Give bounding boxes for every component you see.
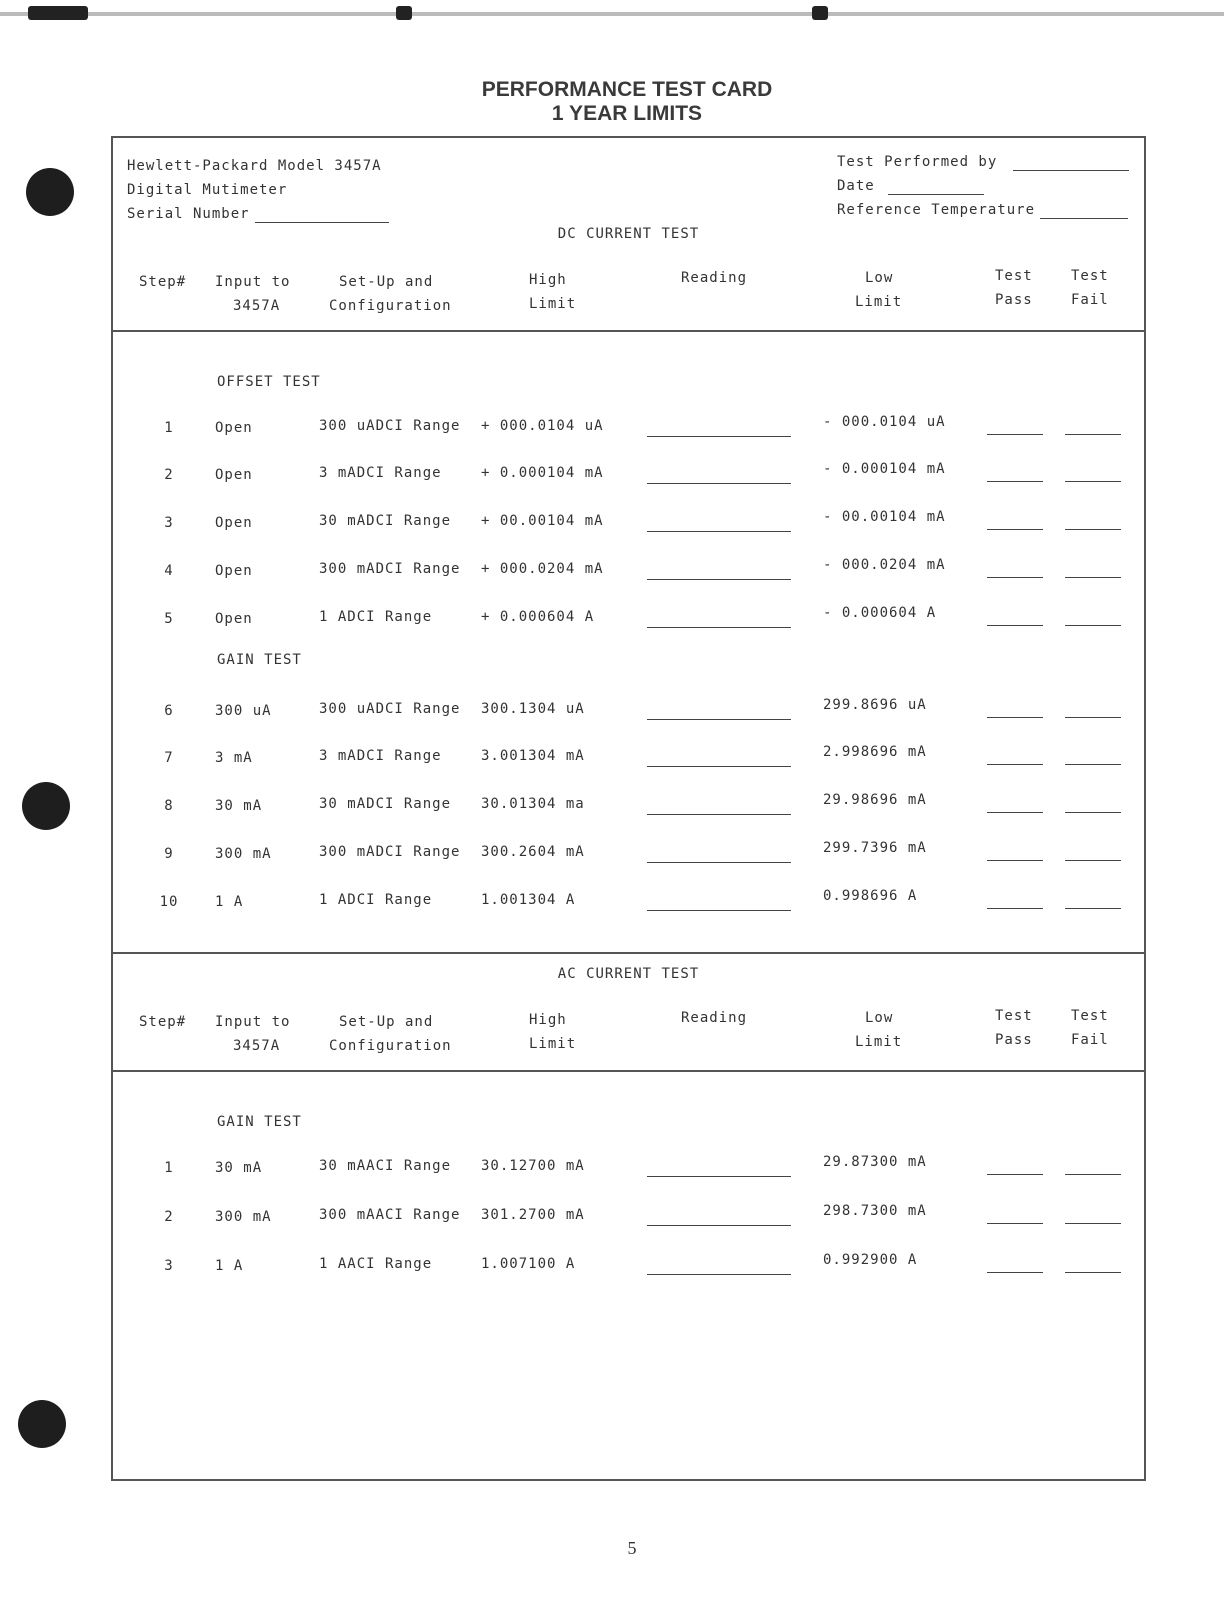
row-high-limit: + 000.0204 mA [481,561,604,577]
row-low-limit: - 0.000104 mA [823,461,946,477]
column-test-pass: Pass [995,292,1033,308]
dc-header-divider [113,330,1144,332]
row-low-limit: 0.998696 A [823,888,918,904]
binder-hole [18,1400,66,1448]
reading-field[interactable] [647,1225,791,1226]
row-step: 1 [164,420,174,436]
column-low-limit: Limit [855,1034,903,1050]
row-step: 9 [164,846,174,862]
row-high-limit: 300.2604 mA [481,844,585,860]
reading-field[interactable] [647,627,791,628]
column-setup: Configuration [329,298,452,314]
row-step: 2 [164,467,174,483]
test-pass-field[interactable] [987,1272,1043,1273]
column-test-fail: Fail [1071,1032,1109,1048]
row-setup: 3 mADCI Range [319,748,442,764]
column-input: Input to [215,274,291,290]
test-pass-field[interactable] [987,481,1043,482]
row-setup: 1 ADCI Range [319,609,433,625]
column-test-pass: Pass [995,1032,1033,1048]
row-input: 30 mA [215,798,263,814]
binder-hole [22,782,70,830]
scan-top-edge [0,12,1224,16]
offset-test-label: OFFSET TEST [217,374,321,390]
row-setup: 1 ADCI Range [319,892,433,908]
row-setup: 30 mAACI Range [319,1158,452,1174]
serial-number-label: Serial Number [127,206,250,222]
row-step: 8 [164,798,174,814]
page-title [0,78,1224,126]
column-low-limit: Limit [855,294,903,310]
column-reading: Reading [681,270,748,286]
binder-hole [26,168,74,216]
serial-number-field[interactable] [255,222,389,223]
row-low-limit: 299.7396 mA [823,840,927,856]
ac-section-title: AC CURRENT TEST [557,966,700,982]
test-pass-field[interactable] [987,860,1043,861]
row-high-limit: 1.001304 A [481,892,576,908]
row-low-limit: - 000.0104 uA [823,414,946,430]
column-low-limit: Low [865,1010,894,1026]
test-pass-field[interactable] [987,764,1043,765]
test-pass-field[interactable] [987,434,1043,435]
test-fail-field[interactable] [1065,625,1121,626]
row-input: 300 mA [215,1209,272,1225]
row-low-limit: - 0.000604 A [823,605,937,621]
test-pass-field[interactable] [987,908,1043,909]
reading-field[interactable] [647,579,791,580]
test-fail-field[interactable] [1065,1272,1121,1273]
ac-header-divider [113,1070,1144,1072]
column-high-limit: Limit [529,1036,577,1052]
row-step: 1 [164,1160,174,1176]
page-number: 5 [627,1538,637,1558]
row-setup: 300 mAACI Range [319,1207,461,1223]
column-test-pass: Test [995,268,1033,284]
section-divider [113,952,1144,954]
model-label: Hewlett-Packard Model 3457A [127,158,382,174]
test-fail-field[interactable] [1065,717,1121,718]
reading-field[interactable] [647,531,791,532]
row-setup: 30 mADCI Range [319,796,452,812]
scan-mark [28,6,88,20]
title-line-1: PERFORMANCE TEST CARD [481,78,773,101]
row-setup: 300 mADCI Range [319,844,461,860]
test-fail-field[interactable] [1065,529,1121,530]
reading-field[interactable] [647,483,791,484]
column-step: Step# [139,1014,187,1030]
test-fail-field[interactable] [1065,860,1121,861]
test-pass-field[interactable] [987,717,1043,718]
reading-field[interactable] [647,719,791,720]
reading-field[interactable] [647,1274,791,1275]
row-step: 3 [164,515,174,531]
row-step: 4 [164,563,174,579]
row-input: Open [215,467,253,483]
test-fail-field[interactable] [1065,1223,1121,1224]
row-low-limit: 298.7300 mA [823,1203,927,1219]
column-test-fail: Fail [1071,292,1109,308]
dc-section-title: DC CURRENT TEST [557,226,700,242]
row-high-limit: + 00.00104 mA [481,513,604,529]
row-step: 3 [164,1258,174,1274]
test-fail-field[interactable] [1065,908,1121,909]
row-input: 300 mA [215,846,272,862]
reference-temperature-field[interactable] [1040,218,1128,219]
scan-mark [812,6,828,20]
test-pass-field[interactable] [987,625,1043,626]
row-low-limit: - 00.00104 mA [823,509,946,525]
ac-gain-test-label: GAIN TEST [217,1114,302,1130]
reading-field[interactable] [647,436,791,437]
row-low-limit: 29.98696 mA [823,792,927,808]
test-fail-field[interactable] [1065,812,1121,813]
column-high-limit: High [529,272,567,288]
date-field[interactable] [888,194,984,195]
column-setup: Configuration [329,1038,452,1054]
row-setup: 3 mADCI Range [319,465,442,481]
row-input: 30 mA [215,1160,263,1176]
test-pass-field[interactable] [987,577,1043,578]
row-low-limit: - 000.0204 mA [823,557,946,573]
row-high-limit: + 0.000104 mA [481,465,604,481]
row-input: 1 A [215,894,244,910]
reference-temperature-label: Reference Temperature [837,202,1036,218]
row-low-limit: 299.8696 uA [823,697,927,713]
dc-gain-test-label: GAIN TEST [217,652,302,668]
row-step: 10 [159,894,179,910]
row-high-limit: 300.1304 uA [481,701,585,717]
row-high-limit: 30.01304 ma [481,796,585,812]
title-line-2: 1 YEAR LIMITS [551,102,703,125]
row-high-limit: 30.12700 mA [481,1158,585,1174]
row-low-limit: 29.87300 mA [823,1154,927,1170]
row-input: 300 uA [215,703,272,719]
column-low-limit: Low [865,270,894,286]
row-step: 7 [164,750,174,766]
device-label: Digital Mutimeter [127,182,288,198]
column-high-limit: High [529,1012,567,1028]
column-input: 3457A [233,1038,281,1054]
column-high-limit: Limit [529,296,577,312]
reading-field[interactable] [647,814,791,815]
row-step: 2 [164,1209,174,1225]
test-pass-field[interactable] [987,1223,1043,1224]
reading-field[interactable] [647,1176,791,1177]
row-low-limit: 0.992900 A [823,1252,918,1268]
row-setup: 300 uADCI Range [319,418,461,434]
scan-mark [396,6,412,20]
test-pass-field[interactable] [987,1174,1043,1175]
row-input: Open [215,515,253,531]
row-high-limit: 301.2700 mA [481,1207,585,1223]
test-fail-field[interactable] [1065,481,1121,482]
column-setup: Set-Up and [339,274,434,290]
row-setup: 30 mADCI Range [319,513,452,529]
column-test-pass: Test [995,1008,1033,1024]
row-input: 1 A [215,1258,244,1274]
row-input: Open [215,611,253,627]
date-label: Date [837,178,875,194]
row-input: 3 mA [215,750,253,766]
column-input: Input to [215,1014,291,1030]
reading-field[interactable] [647,910,791,911]
row-high-limit: + 000.0104 uA [481,418,604,434]
row-low-limit: 2.998696 mA [823,744,927,760]
test-fail-field[interactable] [1065,434,1121,435]
row-step: 6 [164,703,174,719]
performed-by-label: Test Performed by [837,154,998,170]
reading-field[interactable] [647,862,791,863]
row-high-limit: 3.001304 mA [481,748,585,764]
test-fail-field[interactable] [1065,577,1121,578]
row-input: Open [215,420,253,436]
test-fail-field[interactable] [1065,764,1121,765]
row-high-limit: + 0.000604 A [481,609,595,625]
test-pass-field[interactable] [987,812,1043,813]
column-input: 3457A [233,298,281,314]
row-high-limit: 1.007100 A [481,1256,576,1272]
column-test-fail: Test [1071,1008,1109,1024]
performed-by-field[interactable] [1013,170,1129,171]
column-setup: Set-Up and [339,1014,434,1030]
reading-field[interactable] [647,766,791,767]
row-setup: 300 mADCI Range [319,561,461,577]
row-setup: 1 AACI Range [319,1256,433,1272]
column-test-fail: Test [1071,268,1109,284]
row-input: Open [215,563,253,579]
column-step: Step# [139,274,187,290]
row-step: 5 [164,611,174,627]
test-card [111,136,1146,1481]
column-reading: Reading [681,1010,748,1026]
row-setup: 300 uADCI Range [319,701,461,717]
test-pass-field[interactable] [987,529,1043,530]
test-fail-field[interactable] [1065,1174,1121,1175]
